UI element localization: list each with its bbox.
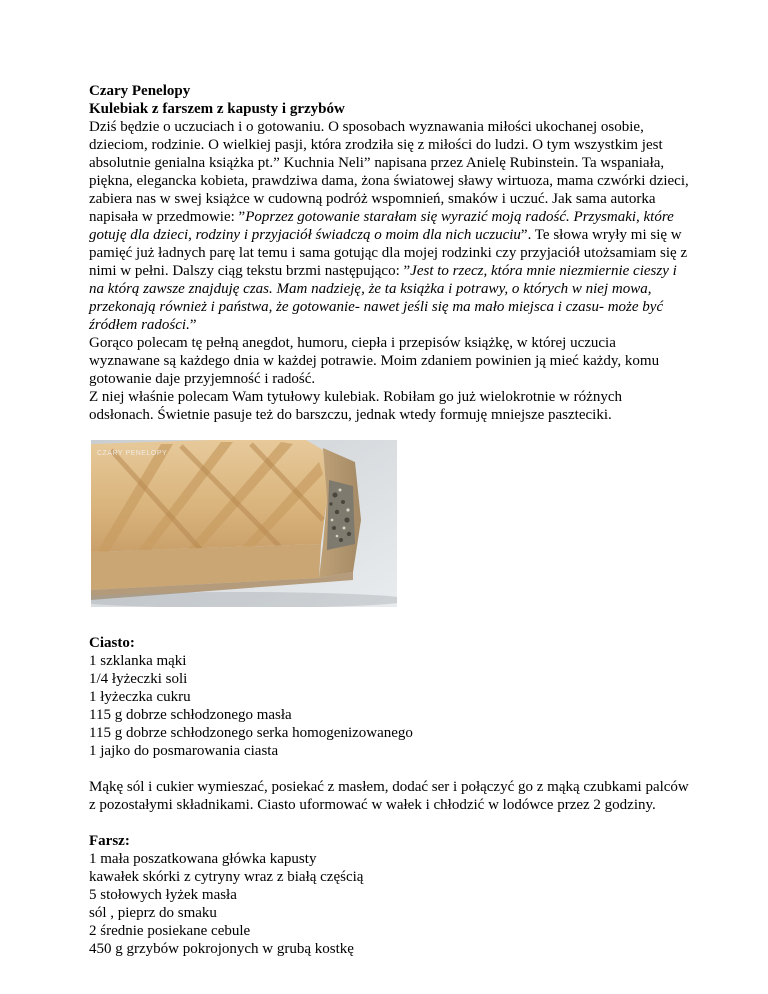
farsz-ingredients (89, 850, 689, 958)
intro-text-3: ” (189, 317, 197, 333)
intro-paragraph (89, 118, 689, 334)
quote-2: Jest to rzecz, która mnie niezmiernie cieszy i na którą zawsze znajduję czas. Mam nadzieję, że ta książka i potrawy, o których w niej mowa, przekonają również i państwa, że gotowanie- nawet jeśli się ma mało miejsca i czasu- może być źródłem radości. (89, 263, 677, 333)
ciasto-heading: Ciasto: (89, 635, 135, 651)
ingredient-item: 2 średnie posiekane cebule (89, 923, 251, 939)
intro-text-2: ”. Te słowa wryły mi się w pamięć już ładnych parę lat temu i sama gotując dla mojej rodzinki czy przyjaciół utożsamiam się z nimi w pełni. Dalszy ciąg tekstu brzmi następująco: ” (89, 227, 688, 279)
ciasto-ingredients (89, 652, 689, 760)
ciasto-instructions: Mąkę sól i cukier wymieszać, posiekać z masłem, dodać ser i połączyć go z mąką czubkami palców z pozostałymi składnikami. Ciasto uformować w wałek i chłodzić w lodówce przez 2 godziny. (89, 779, 689, 813)
ingredient-item: sól , pieprz do smaku (89, 905, 217, 921)
ingredient-item: 115 g dobrze schłodzonego serka homogenizowanego (89, 725, 413, 741)
ingredient-item: 1 jajko do posmarowania ciasta (89, 743, 279, 759)
kulebiak-paragraph: Z niej właśnie polecam Wam tytułowy kulebiak. Robiłam go już wielokrotnie w różnych odsłonach. Świetnie pasuje też do barszczu, jednak wtedy formuję mniejsze paszteciki. (89, 389, 622, 423)
ingredient-item: 1 mała poszatkowana główka kapusty (89, 851, 317, 867)
ingredient-item: 450 g grzybów pokrojonych w grubą kostkę (89, 941, 354, 957)
ingredient-item: 115 g dobrze schłodzonego masła (89, 707, 292, 723)
kulebiak-photo (91, 440, 397, 607)
document-title: Czary Penelopy (89, 83, 191, 99)
spacer (89, 814, 689, 832)
photo-watermark: CZARY PENELOPY (97, 450, 168, 457)
ingredient-item: 1 szklanka mąki (89, 653, 187, 669)
recommendation-paragraph: Gorąco polecam tę pełną anegdot, humoru, ciepła i przepisów książkę, w której uczucia wyznawane są każdego dnia w każdej potrawie. Moim zdaniem powinien ją mieć każdy, komu gotowanie daje przyjemność i radość. (89, 335, 660, 387)
quote-1: Poprzez gotowanie starałam się wyrazić moją radość. Przysmaki, które gotuję dla dzieci, rodziny i przyjaciół świadczą o moim dla nich uczuciu (89, 209, 674, 243)
farsz-heading: Farsz: (89, 833, 130, 849)
spacer (89, 760, 689, 778)
ingredient-item: kawałek skórki z cytryny wraz z białą częścią (89, 869, 364, 885)
ingredient-item: 1 łyżeczka cukru (89, 689, 191, 705)
kulebiak-illustration (91, 440, 397, 607)
ingredient-item: 1/4 łyżeczki soli (89, 671, 188, 687)
intro-text-1: Dziś będzie o uczuciach i o gotowaniu. O sposobach wyznawania miłości ukochanej osobie, dzieciom, rodzinie. O wielkiej pasji, która zrodziła się z miłości do ludzi. O tym wszystkim jest absolutnie genialna książka pt.” Kuchnia Neli” napisana przez Anielę Rubinstein. Ta wspaniała, piękna, elegancka kobieta, prawdziwa dama, żona światowej sławy wirtuoza, mama czwórki dzieci, zabiera nas w swej książce w cudowną podróż wspomnień, smaków i uczuć. Jak sama autorka napisała w przedmowie: ” (89, 119, 689, 225)
recipe-title: Kulebiak z farszem z kapusty i grzybów (89, 101, 345, 117)
ingredient-item: 5 stołowych łyżek masła (89, 887, 237, 903)
document-page (89, 82, 689, 958)
